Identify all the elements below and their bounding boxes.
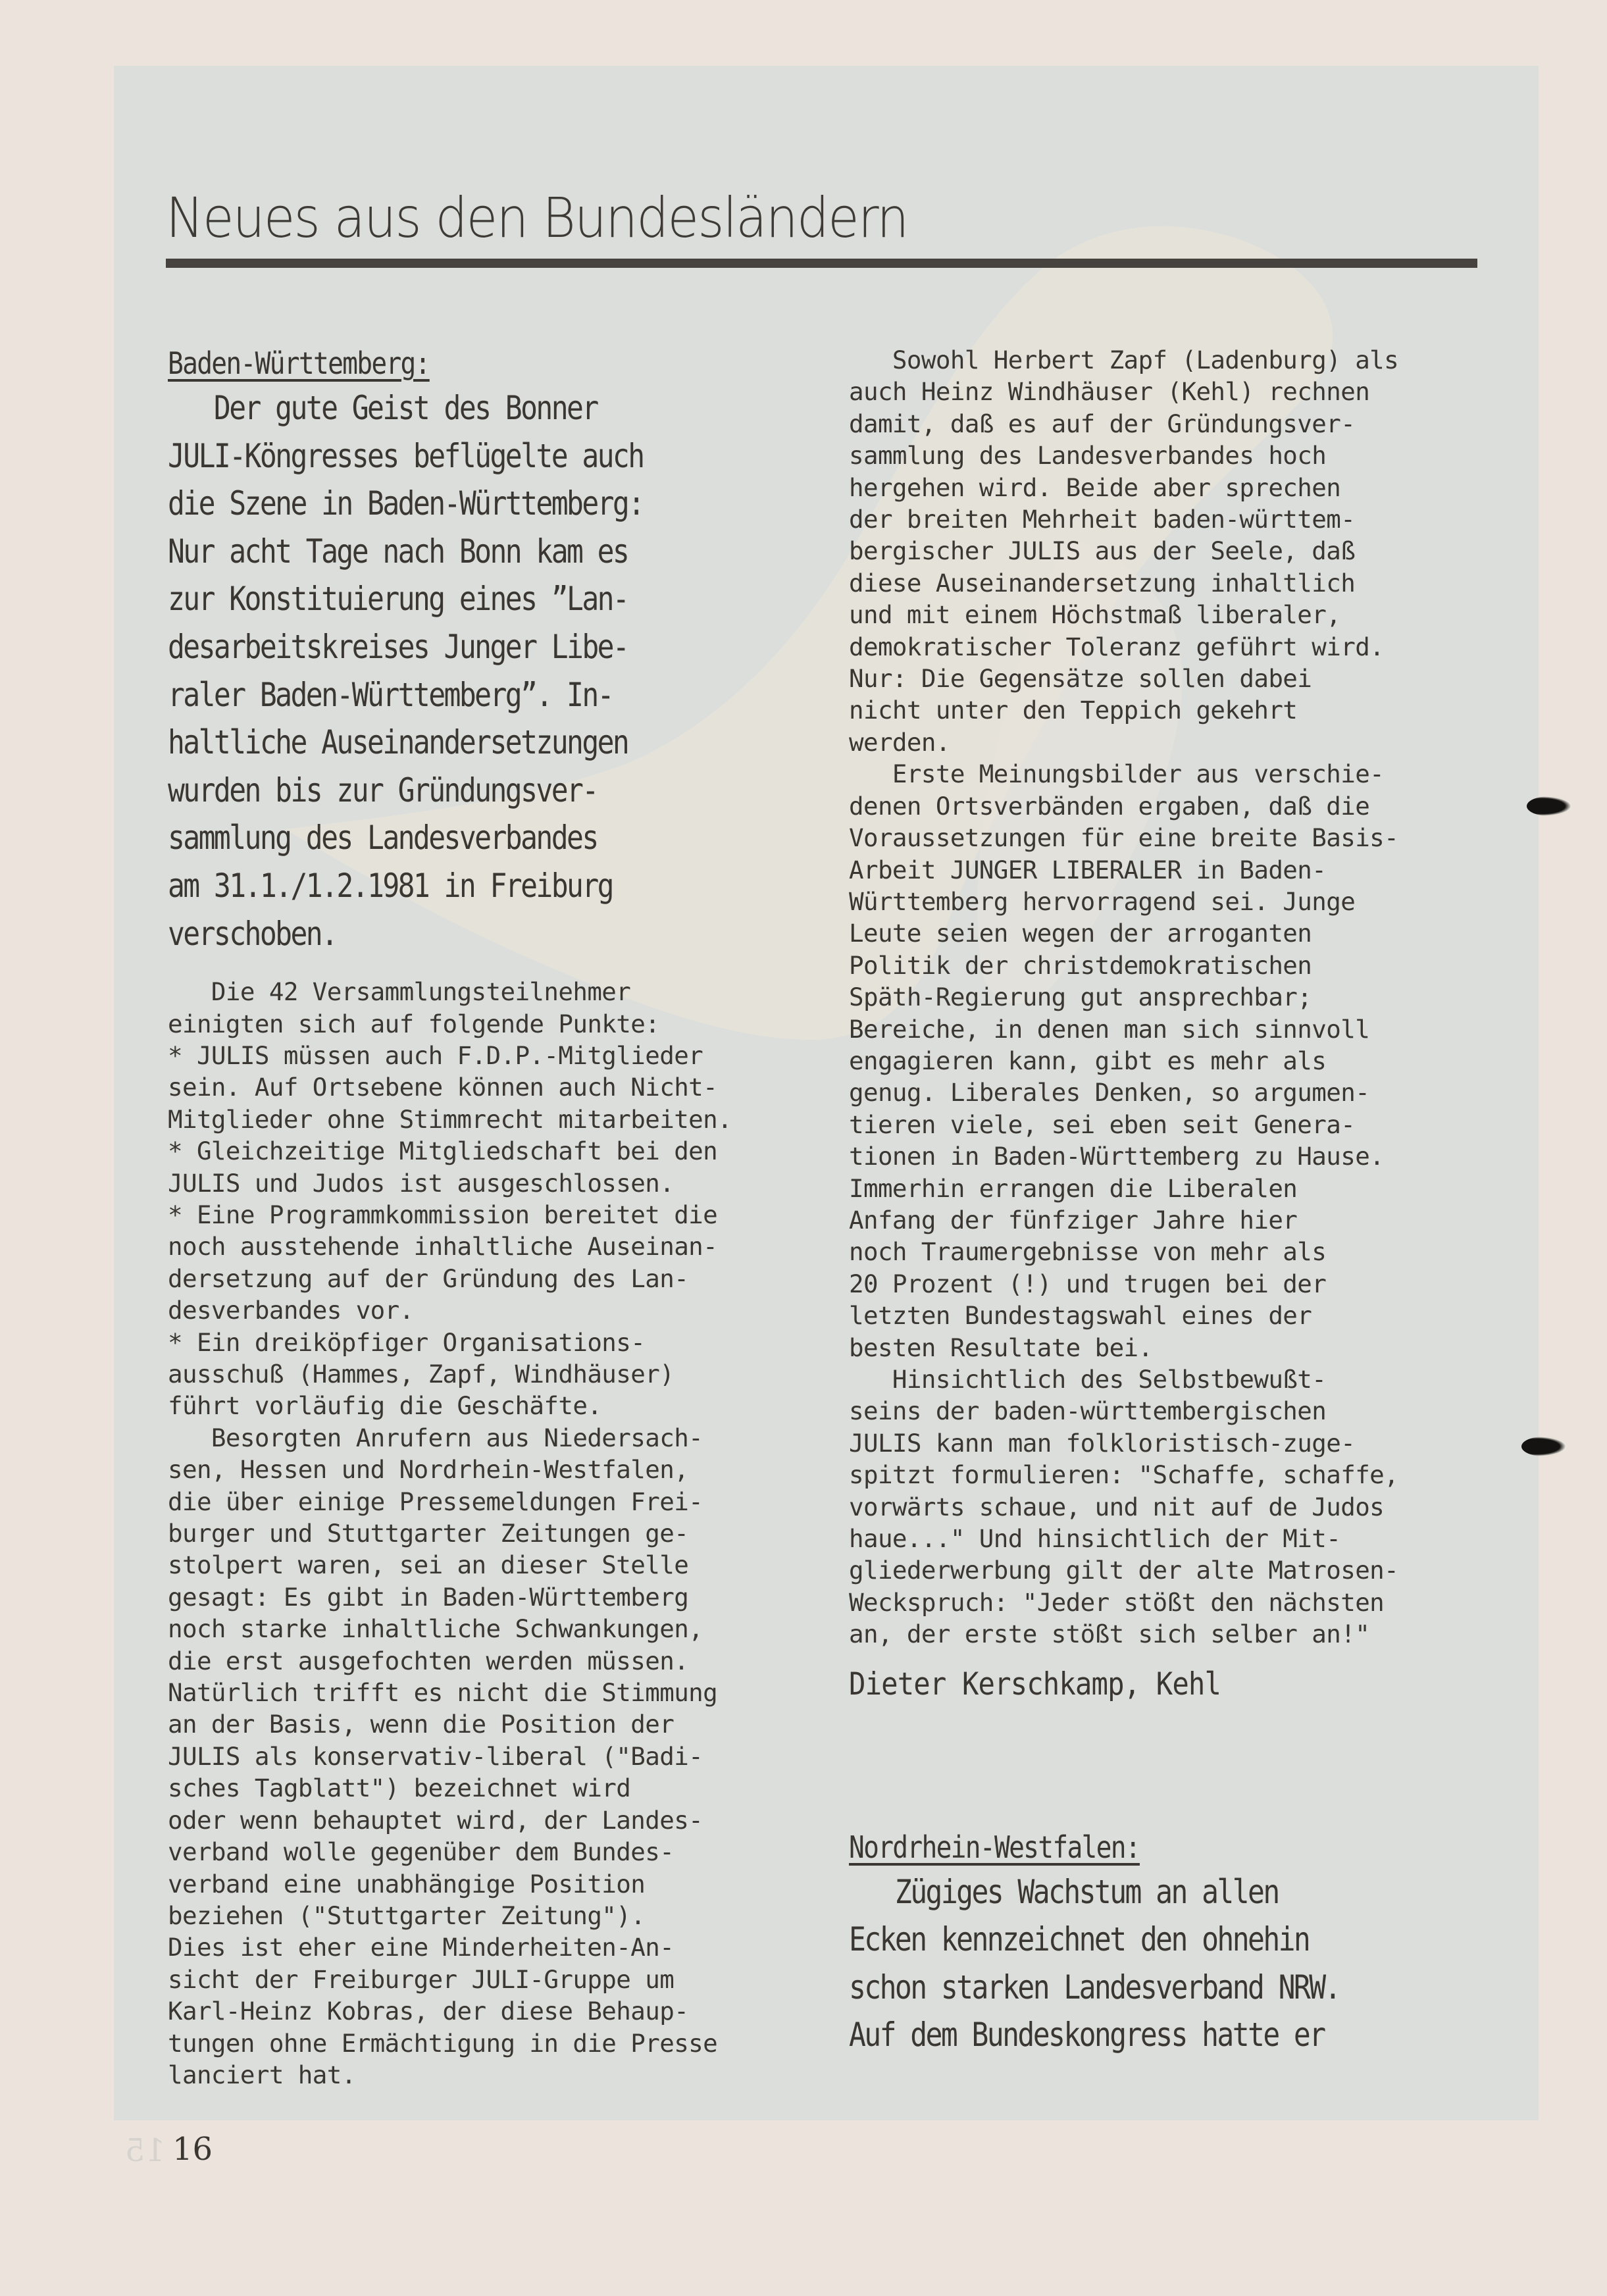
text-line: Die 42 Versammlungsteilnehmer — [168, 977, 631, 1007]
text-line: Voraussetzungen für eine breite Basis- — [849, 823, 1399, 853]
heading-baden-wuerttemberg: Baden-Württemberg: — [168, 345, 430, 381]
show-through-page-number: 15 — [125, 2132, 166, 2169]
text-line: spitzt formulieren: "Schaffe, schaffe, — [849, 1460, 1399, 1490]
text-line: hergehen wird. Beide aber sprechen — [849, 472, 1341, 502]
text-line: oder wenn behauptet wird, der Landes- — [168, 1805, 703, 1835]
text-line: dersetzung auf der Gründung des Lan- — [168, 1263, 689, 1293]
text-line: damit, daß es auf der Gründungsver- — [849, 409, 1356, 438]
spacer — [849, 1704, 1467, 1826]
text-line: Karl-Heinz Kobras, der diese Behaup- — [168, 1997, 689, 2026]
text-line: tungen ohne Ermächtigung in die Presse — [168, 2028, 718, 2058]
text-line: Weckspruch: "Jeder stößt den nächsten — [849, 1587, 1385, 1617]
text-line: Hinsichtlich des Selbstbewußt- — [849, 1365, 1327, 1394]
text-line: verband eine unabhängige Position — [168, 1869, 646, 1899]
text-line: Bereiche, in denen man sich sinnvoll — [849, 1014, 1370, 1044]
text-line: Späth-Regierung gut ansprechbar; — [849, 982, 1312, 1012]
text-line: und mit einem Höchstmaß liberaler, — [849, 600, 1341, 630]
text-line: JULIS und Judos ist ausgeschlossen. — [168, 1168, 675, 1198]
text-line: sicht der Freiburger JULI-Gruppe um — [168, 1964, 675, 1994]
text-line: sches Tagblatt") bezeichnet wird — [168, 1773, 631, 1803]
text-line: der breiten Mehrheit baden-württem- — [849, 505, 1356, 534]
text-line: genug. Liberales Denken, so argumen- — [849, 1078, 1370, 1108]
text-line: tionen in Baden-Württemberg zu Hause. — [849, 1142, 1385, 1171]
text-line: Anfang der fünfziger Jahre hier — [849, 1205, 1298, 1235]
text-line: gliederwerbung gilt der alte Matrosen- — [849, 1556, 1399, 1585]
text-line: die Szene in Baden-Württemberg: — [168, 484, 644, 523]
punch-hole-icon — [1527, 796, 1571, 816]
text-line: engagieren kann, gibt es mehr als — [849, 1046, 1327, 1075]
text-line: Sowohl Herbert Zapf (Ladenburg) als — [849, 345, 1399, 374]
author-signature: Dieter Kerschkamp, Kehl — [849, 1666, 1221, 1702]
text-line: lanciert hat. — [168, 2060, 356, 2089]
body-text — [168, 976, 773, 2091]
text-line: haue..." Und hinsichtlich der Mit- — [849, 1524, 1341, 1554]
text-line: Zügiges Wachstum an allen — [849, 1872, 1279, 1911]
text-line: letzten Bundestagswahl eines der — [849, 1301, 1312, 1331]
text-line: raler Baden-Württemberg”. In- — [168, 675, 613, 714]
text-line: Besorgten Anrufern aus Niedersach- — [168, 1423, 703, 1452]
text-line: Immerhin errangen die Liberalen — [849, 1173, 1298, 1203]
text-line: an der Basis, wenn die Position der — [168, 1710, 675, 1739]
text-line: * Ein dreiköpfiger Organisations- — [168, 1327, 646, 1357]
text-line: * JULIS müssen auch F.D.P.-Mitglieder — [168, 1040, 703, 1070]
punch-hole-icon — [1521, 1437, 1566, 1456]
text-line: verschoben. — [168, 914, 337, 953]
text-line: diese Auseinandersetzung inhaltlich — [849, 568, 1356, 598]
text-line: vorwärts schaue, und nit auf de Judos — [849, 1492, 1385, 1521]
text-line: demokratischer Toleranz geführt wird. — [849, 632, 1385, 661]
text-line: führt vorläufig die Geschäfte. — [168, 1391, 602, 1421]
text-line: Württemberg hervorragend sei. Junge — [849, 886, 1356, 916]
text-line: desverbandes vor. — [168, 1296, 414, 1325]
text-line: desarbeitskreises Junger Libe- — [168, 627, 628, 666]
body-text — [849, 344, 1467, 1650]
text-line: sammlung des Landesverbandes — [168, 819, 598, 857]
left-column — [168, 342, 773, 2091]
text-line: am 31.1./1.2.1981 in Freiburg — [168, 866, 613, 905]
page-title: Neues aus den Bundesländern — [166, 186, 908, 250]
title-rule-divider — [166, 259, 1477, 268]
text-line: Dies ist eher eine Minderheiten-An- — [168, 1933, 675, 1962]
text-line: auch Heinz Windhäuser (Kehl) rechnen — [849, 377, 1370, 407]
lead-paragraph — [849, 1868, 1467, 2059]
text-line: bergischer JULIS aus der Seele, daß — [849, 536, 1356, 566]
text-line: JULIS kann man folkloristisch-zuge- — [849, 1428, 1356, 1458]
text-line: Leute seien wegen der arroganten — [849, 919, 1312, 948]
text-line: * Gleichzeitige Mitgliedschaft bei den — [168, 1136, 718, 1166]
text-line: einigten sich auf folgende Punkte: — [168, 1009, 660, 1038]
text-line: haltliche Auseinandersetzungen — [168, 723, 628, 762]
text-line: denen Ortsverbänden ergaben, daß die — [849, 791, 1370, 821]
heading-nordrhein-westfalen: Nordrhein-Westfalen: — [849, 1829, 1140, 1865]
text-line: Auf dem Bundeskongress hatte er — [849, 2016, 1325, 2054]
text-line: die über einige Pressemeldungen Frei- — [168, 1487, 703, 1516]
text-line: ausschuß (Hammes, Zapf, Windhäuser) — [168, 1360, 675, 1389]
text-line: * Eine Programmkommission bereitet die — [168, 1200, 718, 1229]
text-line: stolpert waren, sei an dieser Stelle — [168, 1550, 689, 1580]
text-line: Ecken kennzeichnet den ohnehin — [849, 1920, 1310, 1959]
text-line: burger und Stuttgarter Zeitungen ge- — [168, 1519, 689, 1548]
text-line: tieren viele, sei eben seit Genera- — [849, 1110, 1356, 1139]
text-line: zur Konstituierung eines ”Lan- — [168, 580, 628, 619]
text-line: die erst ausgefochten werden müssen. — [168, 1646, 689, 1675]
right-column — [849, 344, 1467, 2059]
text-line: seins der baden-württembergischen — [849, 1396, 1327, 1426]
text-line: JULIS als konservativ-liberal ("Badi- — [168, 1741, 703, 1771]
text-line: schon starken Landesverband NRW. — [849, 1968, 1340, 2006]
text-line: sein. Auf Ortsebene können auch Nicht- — [168, 1073, 718, 1102]
text-line: sen, Hessen und Nordrhein-Westfalen, — [168, 1455, 689, 1485]
text-line: Erste Meinungsbilder aus verschie- — [849, 759, 1385, 789]
text-line: Arbeit JUNGER LIBERALER in Baden- — [849, 855, 1327, 884]
text-line: Der gute Geist des Bonner — [168, 389, 598, 427]
text-line: an, der erste stößt sich selber an!" — [849, 1620, 1370, 1649]
text-line: nicht unter den Teppich gekehrt — [849, 696, 1298, 725]
text-line: Nur: Die Gegensätze sollen dabei — [849, 664, 1312, 694]
page-number: 16 — [172, 2131, 213, 2168]
text-line: JULI-Köngresses beflügelte auch — [168, 436, 644, 475]
text-line: 20 Prozent (!) und trugen bei der — [849, 1269, 1327, 1298]
text-line: werden. — [849, 727, 950, 757]
text-line: noch starke inhaltliche Schwankungen, — [168, 1614, 703, 1644]
text-line: noch Traumergebnisse von mehr als — [849, 1237, 1327, 1267]
text-line: gesagt: Es gibt in Baden-Württemberg — [168, 1582, 689, 1612]
text-line: verband wolle gegenüber dem Bundes- — [168, 1837, 675, 1867]
text-line: Mitglieder ohne Stimmrecht mitarbeiten. — [168, 1104, 732, 1134]
text-line: Nur acht Tage nach Bonn kam es — [168, 532, 628, 571]
text-line: Natürlich trifft es nicht die Stimmung — [168, 1678, 718, 1708]
text-line: beziehen ("Stuttgarter Zeitung"). — [168, 1901, 646, 1930]
spacer — [168, 957, 773, 976]
text-line: wurden bis zur Gründungsver- — [168, 771, 598, 809]
text-line: besten Resultate bei. — [849, 1333, 1153, 1362]
text-line: noch ausstehende inhaltliche Auseinan- — [168, 1232, 718, 1262]
spacer — [849, 1650, 1467, 1665]
text-line: sammlung des Landesverbandes hoch — [849, 441, 1327, 471]
lead-paragraph — [168, 384, 773, 957]
text-line: Politik der christdemokratischen — [849, 950, 1312, 980]
